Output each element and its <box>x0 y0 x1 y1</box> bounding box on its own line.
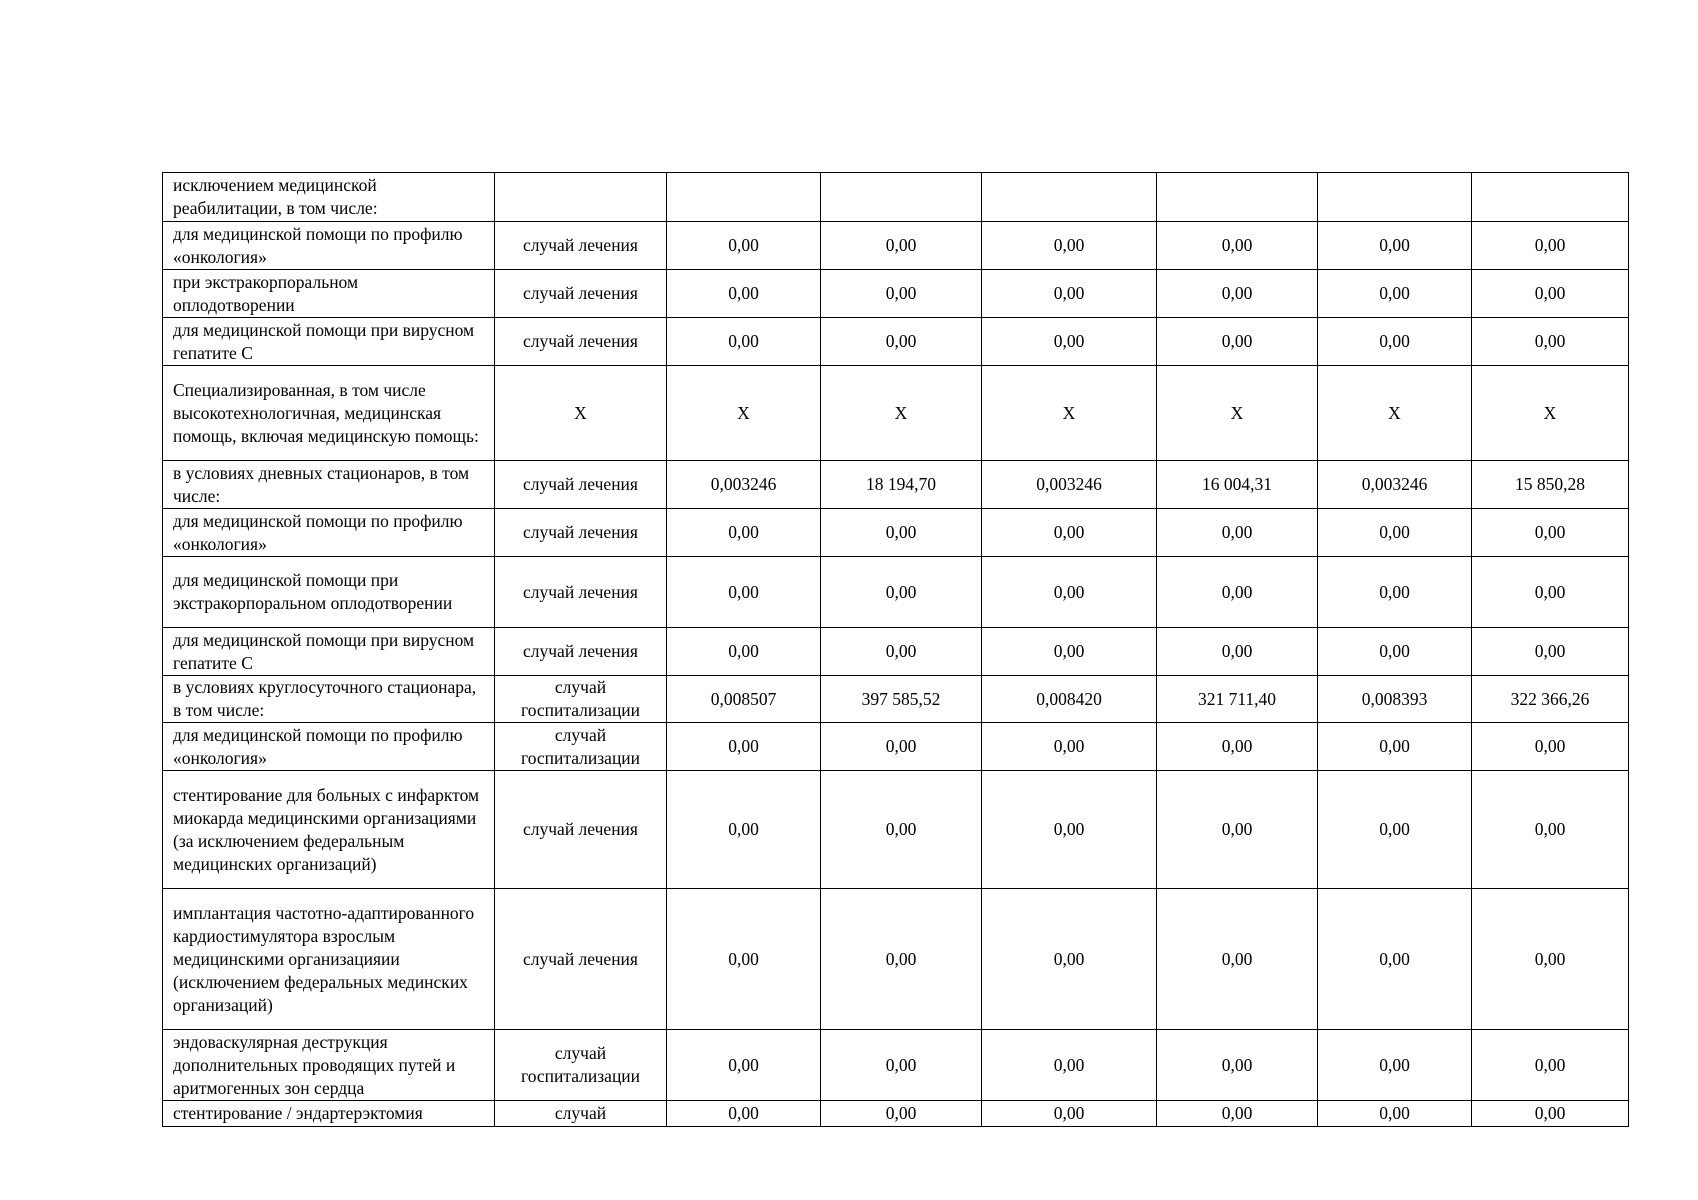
value-cell: 0,00 <box>982 557 1157 628</box>
value-cell: 0,00 <box>821 628 982 676</box>
value-cell: X <box>667 366 821 461</box>
value-cell: 0,008393 <box>1318 676 1472 723</box>
value-cell: 0,00 <box>1318 1030 1472 1101</box>
table-row <box>163 628 1629 676</box>
value-cell: 0,00 <box>1472 270 1629 318</box>
value-cell <box>1157 173 1318 222</box>
value-cell: 0,00 <box>1318 628 1472 676</box>
value-cell: 0,00 <box>1157 771 1318 889</box>
value-cell: 0,00 <box>821 318 982 366</box>
table-row <box>163 270 1629 318</box>
row-label: для медицинской помощи по профилю «онкология» <box>163 723 495 771</box>
row-label: стентирование для больных с инфарктом миокарда медицинскими организациями (за исключением федеральным медицинских организаций) <box>163 771 495 889</box>
value-cell: 0,00 <box>1157 1101 1318 1127</box>
row-label: при экстракорпоральном оплодотворении <box>163 270 495 318</box>
unit-cell: случай лечения <box>495 270 667 318</box>
unit-cell: случай лечения <box>495 509 667 557</box>
row-label: для медицинской помощи при экстракорпоральном оплодотворении <box>163 557 495 628</box>
value-cell: 0,00 <box>1472 557 1629 628</box>
table-row <box>163 771 1629 889</box>
value-cell: 0,00 <box>821 270 982 318</box>
value-cell: X <box>1318 366 1472 461</box>
value-cell <box>821 173 982 222</box>
value-cell: 0,00 <box>1472 1030 1629 1101</box>
value-cell: 18 194,70 <box>821 461 982 509</box>
value-cell: 0,00 <box>1472 771 1629 889</box>
value-cell: X <box>982 366 1157 461</box>
value-cell: 0,00 <box>821 1030 982 1101</box>
row-label: исключением медицинской реабилитации, в том числе: <box>163 173 495 222</box>
value-cell: 0,00 <box>1318 318 1472 366</box>
value-cell: 0,00 <box>821 509 982 557</box>
table-row <box>163 889 1629 1030</box>
value-cell: 0,00 <box>1157 318 1318 366</box>
value-cell: 0,00 <box>821 222 982 270</box>
value-cell: 0,00 <box>1157 222 1318 270</box>
value-cell: 0,00 <box>821 557 982 628</box>
table-row <box>163 366 1629 461</box>
unit-cell: случай лечения <box>495 461 667 509</box>
value-cell: 0,00 <box>1318 889 1472 1030</box>
value-cell: 0,00 <box>1157 889 1318 1030</box>
unit-cell: случай <box>495 1101 667 1127</box>
value-cell: 0,00 <box>667 270 821 318</box>
unit-cell: X <box>495 366 667 461</box>
value-cell: 15 850,28 <box>1472 461 1629 509</box>
value-cell: 0,00 <box>821 723 982 771</box>
value-cell: 0,003246 <box>982 461 1157 509</box>
unit-cell: случай госпитализации <box>495 676 667 723</box>
value-cell: 0,00 <box>1318 222 1472 270</box>
table-row <box>163 1030 1629 1101</box>
value-cell: 0,00 <box>982 889 1157 1030</box>
value-cell: 0,008507 <box>667 676 821 723</box>
value-cell: 0,00 <box>667 889 821 1030</box>
row-label: для медицинской помощи по профилю «онкология» <box>163 222 495 270</box>
value-cell: X <box>821 366 982 461</box>
value-cell: 0,00 <box>1318 1101 1472 1127</box>
unit-cell: случай госпитализации <box>495 1030 667 1101</box>
value-cell: 0,00 <box>667 1030 821 1101</box>
value-cell <box>982 173 1157 222</box>
row-label: эндоваскулярная деструкция дополнительных проводящих путей и аритмогенных зон сердца <box>163 1030 495 1101</box>
value-cell: 0,00 <box>1157 509 1318 557</box>
value-cell: 0,00 <box>1318 270 1472 318</box>
value-cell: 0,00 <box>1318 771 1472 889</box>
value-cell <box>1318 173 1472 222</box>
row-label: для медицинской помощи при вирусном гепатите С <box>163 318 495 366</box>
value-cell: 0,00 <box>982 723 1157 771</box>
value-cell: 0,00 <box>1472 222 1629 270</box>
value-cell: 0,00 <box>1472 509 1629 557</box>
value-cell: 0,00 <box>667 509 821 557</box>
value-cell: 0,00 <box>1472 628 1629 676</box>
table-row <box>163 318 1629 366</box>
value-cell: 0,00 <box>1157 723 1318 771</box>
unit-cell: случай госпитализации <box>495 723 667 771</box>
value-cell: 0,00 <box>1472 1101 1629 1127</box>
value-cell: 0,00 <box>667 557 821 628</box>
value-cell: 0,00 <box>1318 557 1472 628</box>
table-row <box>163 461 1629 509</box>
table-row <box>163 509 1629 557</box>
value-cell: X <box>1157 366 1318 461</box>
value-cell: 0,00 <box>982 628 1157 676</box>
value-cell: 0,00 <box>982 270 1157 318</box>
row-label: для медицинской помощи по профилю «онкология» <box>163 509 495 557</box>
unit-cell: случай лечения <box>495 557 667 628</box>
table-row <box>163 676 1629 723</box>
value-cell: X <box>1472 366 1629 461</box>
table-row <box>163 1101 1629 1127</box>
value-cell: 0,003246 <box>667 461 821 509</box>
value-cell: 0,00 <box>1472 318 1629 366</box>
value-cell: 0,00 <box>667 628 821 676</box>
value-cell: 0,00 <box>667 1101 821 1127</box>
value-cell <box>1472 173 1629 222</box>
value-cell: 0,00 <box>1472 723 1629 771</box>
value-cell: 0,00 <box>1318 723 1472 771</box>
value-cell: 0,00 <box>667 318 821 366</box>
value-cell: 0,00 <box>667 771 821 889</box>
value-cell: 0,008420 <box>982 676 1157 723</box>
value-cell: 0,00 <box>667 723 821 771</box>
data-table <box>162 172 1629 1127</box>
value-cell: 0,00 <box>982 1030 1157 1101</box>
value-cell <box>667 173 821 222</box>
value-cell: 321 711,40 <box>1157 676 1318 723</box>
value-cell: 0,00 <box>982 1101 1157 1127</box>
row-label: в условиях дневных стационаров, в том числе: <box>163 461 495 509</box>
table-row <box>163 222 1629 270</box>
row-label: Специализированная, в том числе высокотехнологичная, медицинская помощь, включая медицинскую помощь: <box>163 366 495 461</box>
unit-cell <box>495 173 667 222</box>
value-cell: 0,00 <box>1157 628 1318 676</box>
table-row <box>163 723 1629 771</box>
value-cell: 397 585,52 <box>821 676 982 723</box>
row-label: стентирование / эндартерэктомия <box>163 1101 495 1127</box>
unit-cell: случай лечения <box>495 889 667 1030</box>
value-cell: 0,00 <box>1318 509 1472 557</box>
value-cell: 0,00 <box>821 1101 982 1127</box>
value-cell: 0,00 <box>982 509 1157 557</box>
table-row <box>163 557 1629 628</box>
value-cell: 16 004,31 <box>1157 461 1318 509</box>
value-cell: 0,00 <box>821 889 982 1030</box>
row-label: в условиях круглосуточного стационара, в том числе: <box>163 676 495 723</box>
row-label: имплантация частотно-адаптированного кардиостимулятора взрослым медицинскими организацияии (исключением федеральных мединских организаций) <box>163 889 495 1030</box>
value-cell: 0,00 <box>1157 557 1318 628</box>
table-row <box>163 173 1629 222</box>
unit-cell: случай лечения <box>495 771 667 889</box>
unit-cell: случай лечения <box>495 222 667 270</box>
unit-cell: случай лечения <box>495 318 667 366</box>
value-cell: 0,003246 <box>1318 461 1472 509</box>
value-cell: 0,00 <box>667 222 821 270</box>
value-cell: 0,00 <box>982 318 1157 366</box>
row-label: для медицинской помощи при вирусном гепатите С <box>163 628 495 676</box>
value-cell: 0,00 <box>1157 1030 1318 1101</box>
value-cell: 0,00 <box>1157 270 1318 318</box>
unit-cell: случай лечения <box>495 628 667 676</box>
value-cell: 0,00 <box>982 222 1157 270</box>
value-cell: 0,00 <box>1472 889 1629 1030</box>
value-cell: 0,00 <box>982 771 1157 889</box>
value-cell: 322 366,26 <box>1472 676 1629 723</box>
value-cell: 0,00 <box>821 771 982 889</box>
